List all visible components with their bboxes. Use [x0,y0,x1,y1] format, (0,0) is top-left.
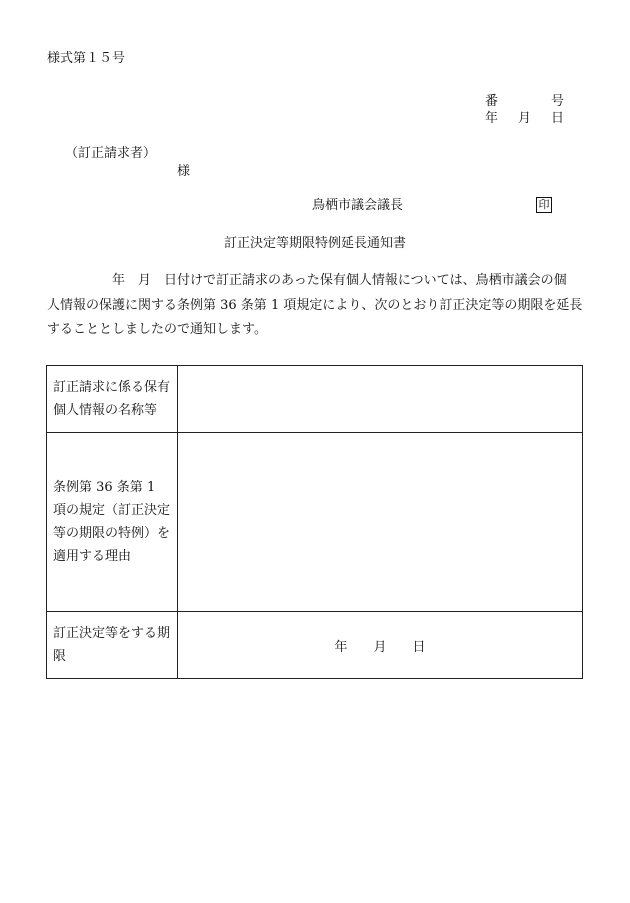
seal-mark: 印 [536,197,552,213]
notice-body [47,269,585,343]
document-number-suffix: 号 [551,94,565,109]
reason-field[interactable] [178,433,583,612]
date-day-label: 日 [551,111,565,126]
deadline-label: 訂正決定等をする期限 [47,612,178,679]
notice-form-table [46,365,583,679]
requester-label: （訂正請求者） [65,146,157,161]
document-number-label: 番 [485,94,499,109]
date-month-label: 月 [518,111,532,126]
date-year-label: 年 [485,111,499,126]
form-number: 様式第１５号 [47,51,126,66]
deadline-date-field[interactable]: 年 月 日 [178,612,583,679]
notice-body-line-3: することとしましたので通知します。 [47,322,267,337]
info-name-field[interactable] [178,366,583,433]
table-row [47,433,583,612]
notice-body-line-2: 人情報の保護に関する条例第 36 条第 1 項規定により、次のとおり訂正決定等の期限を延長 [47,297,583,313]
honorific-sama: 様 [177,164,191,179]
info-name-label: 訂正請求に係る保有個人情報の名称等 [47,366,178,433]
document-title: 訂正決定等期限特例延長通知書 [223,236,406,251]
reason-label: 条例第 36 条第 1 項の規定（訂正決定等の期限の特例）を適用する理由 [47,433,178,612]
notice-body-line-1: 年 月 日付けで訂正請求のあった保有個人情報については、鳥栖市議会の個 [47,273,567,288]
issuer-name: 鳥栖市議会議長 [312,198,404,213]
table-row [47,366,583,433]
table-row [47,612,583,679]
